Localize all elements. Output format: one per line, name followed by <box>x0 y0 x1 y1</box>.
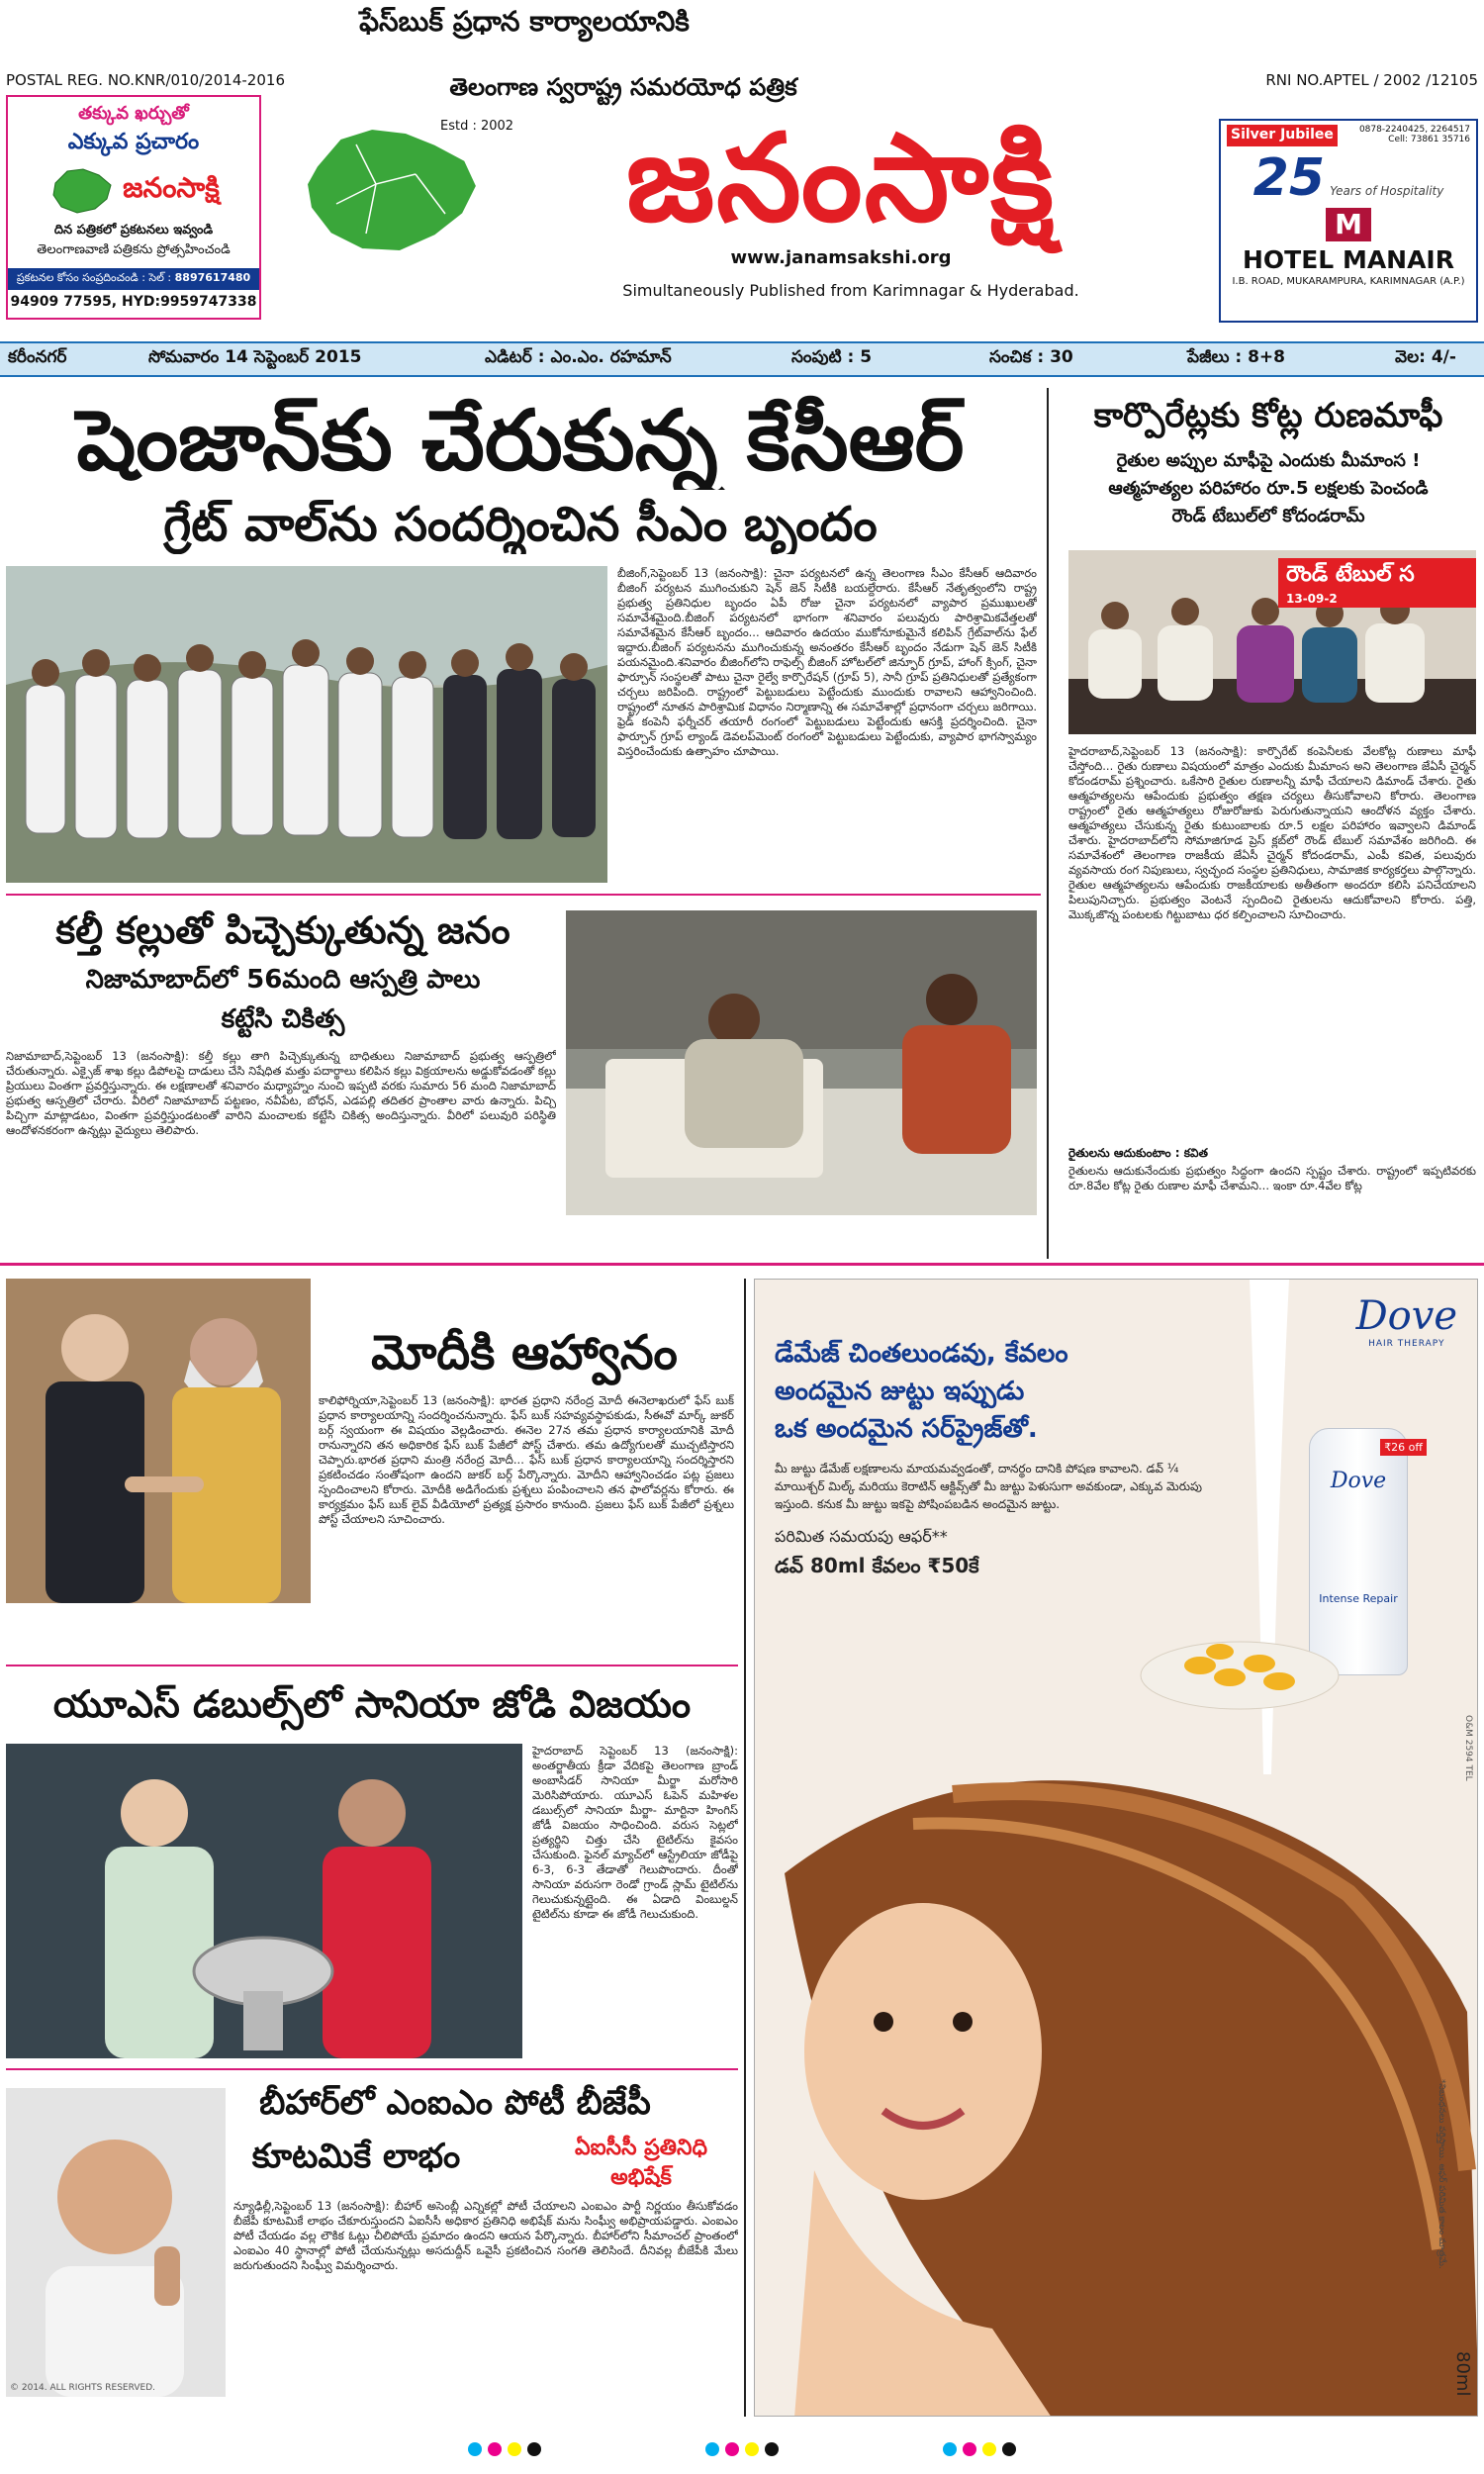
story1-photo <box>6 566 607 883</box>
published-from: Simultaneously Published from Karimnagar & Hyderabad. <box>622 281 1079 300</box>
hair-model-illustration <box>755 1755 1478 2417</box>
story5-top-rule <box>6 1665 738 1666</box>
hotel-phone2: Cell: 73861 35716 <box>1388 135 1470 144</box>
story2-sub2: ఆత్మహత్యల పరిహారం రూ.5 లక్షలకు పెంచండి <box>1108 478 1429 499</box>
dateline-volume: సంపుటి : 5 <box>791 347 873 367</box>
hotel-address: I.B. ROAD, MUKARAMPURA, KARIMNAGAR (A.P.) <box>1232 276 1465 287</box>
tagline: తెలంగాణ స్వరాష్ట్ర సమరయోధ పత్రిక <box>449 73 797 101</box>
newspaper-title: జనంసాక్షి <box>625 108 1057 248</box>
story1-headline: షెంజాన్‌కు చేరుకున్న కేసీఆర్ <box>76 392 965 489</box>
hotel-ad <box>1219 119 1478 323</box>
left-ad-line2: ఎక్కువ ప్రచారం <box>67 130 200 154</box>
dove-bottle-size: 80ml <box>1452 2350 1473 2396</box>
left-ad-contact-label: ప్రకటనల కోసం సంప్రదించండి : సెల్ : <box>16 271 172 284</box>
dateline-editor: ఎడిటర్ : ఎం.ఎం. రహమాన్ <box>485 347 672 367</box>
dove-brand: Dove <box>1355 1293 1457 1339</box>
story6-side1: ఏఐసీసీ ప్రతినిధి <box>574 2136 707 2160</box>
story6-body: న్యూఢిల్లీ,సెప్టెంబర్ 13 (జనంసాక్షి): బీహార్ అసెంబ్లీ ఎన్నికల్లో పోటీ చేయాలని ఎంఐఎం పార్టీ నిర్ణయం తీసుకోవడం బీజేపీ కూటమికే లాభం చేకూరుస్తుందని ఏఐసీసీ అధికార ప్రతినిధి అభిషేక్ మను సింఘ్వీ అభిప్రాయపడ్డారు. ఎంఐఎం పోటీ చేయడం వల్ల లౌకిక ఓట్లు చీలిపోయే ప్రమాదం ఉందని ఆయన పేర్కొన్నారు. బీహార్‌లోని సీమాంచల్ ప్రాంతంలో ఎంఐఎం 40 స్థానాల్లో పోటీ చేయనున్నట్లు అసదుద్దీన్ ఒవైసీ ప్రకటించిన సంగతి తెలిసిందే. దీనివల్ల బీజేపీకి మేలు జరుగుతుందని సింఘ్వీ విమర్శించారు. <box>233 2199 738 2272</box>
estd: Estd : 2002 <box>440 119 514 134</box>
hotel-phone1: 0878-2240425, 2264517 <box>1358 125 1470 135</box>
story3-subhead: నిజామాబాద్‌లో 56మంది ఆస్పత్రి పాలు <box>85 965 481 995</box>
story6-photo <box>6 2088 226 2397</box>
dateline-pages: పేజీలు : 8+8 <box>1187 347 1285 367</box>
dove-headline2: అందమైన జుట్టు ఇప్పుడు <box>775 1377 1025 1406</box>
story2-sub1: రైతుల అప్పుల మాఫీపై ఎందుకు మీమాంస ! <box>1116 450 1421 471</box>
color-bar <box>0 2434 1484 2464</box>
group-of-people-illustration <box>6 566 607 883</box>
story2-banner-date: 13-09-2 <box>1286 592 1338 606</box>
story6-side2: అభిషేక్ <box>610 2165 672 2190</box>
dateline-bar <box>0 341 1484 377</box>
left-ad-brand: జనంసాక్షి <box>123 171 220 204</box>
story2-body: హైదరాబాద్,సెప్టెంబర్ 13 (జనంసాక్షి): కార్పొరేట్ కంపెనీలకు వేలకోట్ల రుణాలు మాఫీ చేస్తోంది... రైతు రుణాలు విషయంలో మాత్రం ఎందుకు మీమాంస అని తెలంగాణ జేఏసీ చైర్మన్ కోదండరామ్ ప్రశ్నించారు. ఒకేసారి రైతుల రుణాలన్నీ మాఫీ చేయాలని డిమాండ్ చేశారు. రైతు ఆత్మహత్యలను ఆపేందుకు ప్రభుత్వం తక్షణ చర్యలు తీసుకోవాలని కోరారు. తెలంగాణ రాష్ట్రంలో రైతు ఆత్మహత్యలు రోజురోజుకు పెరుగుతున్నాయని ఆందోళన వ్యక్తం చేశారు. ఆత్మహత్యలు చేసుకున్న రైతు కుటుంబాలకు రూ.5 లక్షల పరిహారం ఇవ్వాలని డిమాండ్ చేశారు. హైదరాబాద్‌లోని సోమాజిగూడ ప్రెస్ క్లబ్‌లో రౌండ్ టేబుల్ సమావేశం జరిగింది. ఈ సమావేశంలో తెలంగాణ రాజకీయ జేఏసీ చైర్మన్ కోదండరామ్, ఎంపీ కవిత, పలువురు వ్యవసాయ రంగ నిపుణులు, స్వచ్ఛంద సంస్థల ప్రతినిధులు, సామాజిక కార్యకర్తలు పాల్గొన్నారు. రైతుల ఆత్మహత్యలను ఆపేందుకు రాజకీయాలకు అతీతంగా అందరూ కలిసి పనిచేయాలని పిలుపునిచ్చారు. ప్రభుత్వం వెంటనే స్పందించి రైతులను ఆదుకోవాలని కోరారు. పత్తి, మొక్కజొన్న పంటలకు గిట్టుబాటు ధర కల్పించాలని సూచించారు. <box>1068 744 1476 921</box>
dove-offer: డవ్ 80ml కేవలం ₹50కే <box>775 1554 979 1577</box>
story2-sub3: రౌండ్ టేబుల్‌లో కోదండరామ్ <box>1171 506 1365 526</box>
capsule-spoon-icon <box>1131 1616 1348 1715</box>
spokesperson-illustration <box>6 2088 226 2397</box>
story4-body: కాలిఫోర్నియా,సెప్టెంబర్ 13 (జనంసాక్షి): భారత ప్రధాని నరేంద్ర మోదీ ఈనెలాఖరులో ఫేస్ బుక్ ప్రధాన కార్యాలయాన్ని సందర్శించనున్నారు. ఫేస్ బుక్ సహవ్యవస్థాపకుడు, సీఈవో మార్క్ జుకర్ బర్గ్ స్వయంగా ఈ విషయం వెల్లడించారు. ఈనెల 27న తమ ప్రధాన కార్యాలయానికి మోదీ రానున్నారని తన అధికారిక ఫేస్ బుక్ పేజీలో పోస్ట్ చేశారు. తమ ఉద్యోగులతో ముచ్చటిస్తారని చెప్పారు.భారత ప్రధాని మంత్రి నరేంద్ర మోదీ... ఫేస్ బుక్ ప్రధాన కార్యాలయాన్ని సందర్శిస్తారని ప్రకటించడం సంతోషంగా ఉందని జుకర్ బర్గ్ పేర్కొన్నారు. మోదీని ఆహ్వానించడం పట్ల ప్రజలు స్పందించాలని కోరారు. మోదీకి అడిగేందుకు ప్రశ్నలు పంపించాలని తన ఫాలోవర్లను కోరారు. ఈ కార్యక్రమం ఫేస్ బుక్ లైవ్ వీడియోలో ప్రత్యక్ష ప్రసారం కానుంది. ప్రజలు ఫేస్ బుక్ పేజీలో ప్రశ్నలు పోస్ట్ చేయాలని సూచించారు. <box>319 1393 734 1526</box>
hotel-logo-icon: M <box>1326 208 1371 241</box>
story3-headline: కల్తీ కల్లుతో పిచ్చెక్కుతున్న జనం <box>55 908 510 952</box>
handshake-illustration <box>6 1279 311 1603</box>
story3-photo <box>566 910 1037 1215</box>
dove-fine-print: *నిబంధనలు వర్తిస్తాయి. ఆఫర్ పరిమిత కాలం మాత్రమే. <box>1437 2079 1446 2269</box>
story2-sub-label: రైతులను ఆదుకుంటాం : కవిత <box>1068 1146 1208 1160</box>
left-ad-phone1: 8897617480 <box>174 271 251 284</box>
story2-body2: రైతులను ఆదుకునేందుకు ప్రభుత్వం సిద్ధంగా ఉందని స్పష్టం చేశారు. రాష్ట్రంలో ఇప్పటివరకు రూ.8వేల కోట్ల రైతు రుణాల మాఫీ చేశామని... ఇంకా రూ.4వేల కోట్ల <box>1068 1164 1476 1192</box>
story3-body: నిజామాబాద్,సెప్టెంబర్ 13 (జనంసాక్షి): కల్తీ కల్లు తాగి పిచ్చెక్కుతున్న బాధితులు నిజామాబాద్ ప్రభుత్వ ఆస్పత్రిలో చేరుతున్నారు. ఎక్సైజ్ శాఖ కల్లు డిపోలపై దాడులు చేసి నిషేధిత మత్తు పదార్థాలు కలిపిన కల్లు విక్రయాలను అడ్డుకోవడంతో కల్లు ప్రియులు వింతగా ప్రవర్తిస్తున్నారు. ఈ లక్షణాలతో శనివారం మధ్యాహ్నం నుంచి ఇప్పటి వరకు సుమారు 56 మంది నిజామాబాద్ ప్రభుత్వ ఆస్పత్రిలో చేరారు. వీరిలో నిజామాబాద్ పట్టణం, నవీపేట, బోధన్, ఎడపల్లి తదితర ప్రాంతాల వారు ఉన్నారు. పిచ్చి పిచ్చిగా మాట్లాడటం, వింతగా ప్రవర్తిస్తుండటంతో వారిని మంచాలకు కట్టేసి చికిత్స అందిస్తున్నారు. వీరిలో పలువురి పరిస్థితి ఆందోళనకరంగా ఉన్నట్లు వైద్యులు తెలిపారు. <box>6 1049 556 1137</box>
story6-top-rule <box>6 2068 738 2070</box>
postal-reg: POSTAL REG. NO.KNR/010/2014-2016 <box>6 71 285 89</box>
hotel-years: 25 <box>1252 148 1326 208</box>
dove-brand-sub: HAIR THERAPY <box>1368 1339 1445 1349</box>
left-ad-phone2: 94909 77595, HYD:9959747338 <box>10 294 257 310</box>
telangana-map-logo <box>297 115 485 263</box>
hotel-silver: Silver Jubilee <box>1227 125 1338 146</box>
left-ad <box>6 95 261 320</box>
telangana-map-icon <box>47 165 117 217</box>
story2-banner <box>1278 558 1476 608</box>
rni-number: RNI NO.APTEL / 2002 /12105 <box>1265 71 1478 89</box>
dove-bottle-name: Intense Repair <box>1319 1592 1398 1605</box>
story2-headline: కార్పొరేట్లకు కోట్ల రుణమాఫీ <box>1093 396 1443 435</box>
left-ad-line1: తక్కువ ఖర్చుతో <box>78 103 189 124</box>
dateline-date: సోమవారం 14 సెప్టెంబర్ 2015 <box>148 347 362 367</box>
story5-body: హైదరాబాద్ సెప్టెంబర్ 13 (జనంసాక్షి): అంతర్జాతీయ క్రీడా వేదికపై తెలంగాణ బ్రాండ్ అంబాసిడర్ సానియా మీర్జా మరోసారి మెరిసిపోయారు. యూఎస్ ఓపెన్ మహిళల డబుల్స్‌లో సానియా మీర్జా- మార్టినా హింగిస్ జోడీ విజయం సాధించింది. వరుస సెట్లలో ప్రత్యర్థిని చిత్తు చేసి టైటిల్‌ను కైవసం చేసుకుంది. ఫైనల్ మ్యాచ్‌లో ఆస్ట్రేలియా జోడీపై 6-3, 6-3 తేడాతో గెలుపొందారు. దీంతో సానియా వరుసగా రెండో గ్రాండ్ స్లామ్ టైటిల్‌ను గెలుచుకున్నట్లైంది. ఈ ఏడాది వింబుల్డన్ టైటిల్‌ను కూడా ఈ జోడీ గెలుచుకుంది. <box>532 1744 738 1921</box>
tennis-trophy-illustration <box>6 1744 522 2058</box>
dateline-city: కరీంనగర్ <box>8 347 67 367</box>
mid-page-rule <box>0 1263 1484 1266</box>
website: www.janamsakshi.org <box>730 247 952 268</box>
story2-banner-text: రౌండ్ టేబుల్ స <box>1286 562 1415 587</box>
story1-body: బీజింగ్,సెప్టెంబర్ 13 (జనంసాక్షి): చైనా పర్యటనలో ఉన్న తెలంగాణ సీఎం కేసీఆర్ ఆదివారం బీజింగ్ పర్యటన ముగించుకుని షెన్ జెన్ సిటీకి బయల్దేరారు. కేసీఆర్ నేతృత్వంలోని రాష్ట్ర ప్రభుత్వ ప్రతినిధుల బృందం ఏపీ రోజు చైనా పర్యటనలో వ్యాపార ప్రముఖులతో సమావేశమైంది.బీజింగ్ పర్యటనలో భాగంగా శనివారం పలువురు పారిశ్రామికవేత్తలతో సమావేశమైన కేసీఆర్ బృందం... ఆదివారం ఉదయం ముకోనూకుమైనే కలిపిన్ గ్రేట్‌వాల్‌ను ఫేల్ ఇద్దారు.బీజింగ్ పర్యటనను ముగించుకున్న అనంతరం కేసీఆర్ బృందం నేడుగా షెన్ జెన్ సిటీకి పయనమైంది.శనివారం బీజింగ్‌లోని రాఫెల్స్ బీజింగ్ హోటల్‌లో జిన్ఫూర్ గ్రూప్, హాంగ్ క్సింగ్, చైనా ఫార్చూన్ సంస్థలతో పాటు చైనా రైల్వే కార్పొరేషన్ (గ్రూప్ 5), సానీ గ్రూప్ ప్రతినిధులతో ప్రత్యేకంగా చర్చలు జరిపింది. రాష్ట్రంలో పెట్టుబడులు పెట్టేందుకు ముందుకు రావాలని ఆహ్వానించింది. రాష్ట్రంలో నూతన పారిశ్రామిక విధానం నిర్మాణాన్ని ఈ సమావేశాల్లో ప్రధానంగా చర్చలు జరిగాయి. ఫ్రెడ్ కంపెనీ ఫర్నీచర్ తయారీ రంగంలో పెట్టుబడులు పెట్టేందుకు ఆసక్తి ప్రదర్శించింది. చైనా ఫార్చూన్ గ్రూప్ ల్యాండ్ డెవలప్‌మెంట్ రంగంలో పెట్టుబడులు పెట్టేందుకు, వ్యాపార భాగస్వామ్యం విస్తరించేందుకు ఉత్సాహం చూపాయి. <box>617 566 1037 758</box>
dove-price-tag: ₹26 off <box>1380 1439 1427 1456</box>
dateline-issue: సంచిక : 30 <box>989 347 1073 367</box>
story4-photo <box>6 1279 311 1603</box>
column-rule <box>1047 388 1049 1259</box>
hotel-years-text: Years of Hospitality <box>1330 184 1444 198</box>
dove-body: మీ జుట్టు డేమేజ్ లక్షణాలను మాయమవ్వడంతో, దానర్థం దానికి పోషణ కావాలని. డవ్ ¼ మాయిశ్చర్ మిల్క్ మరియు కెరాటిన్ ఆక్టివ్స్‌తో మీ జుట్టు పెళుసుగా అవకుండా, ఎక్కువ మెరుపు ఇస్తుంది. కనుక మీ జుట్టు ఇకపై పోషింపబడిన అందమైన జుట్టు. <box>775 1462 1202 1511</box>
left-ad-line4: తెలంగాణవాణి పత్రికను ప్రోత్సహించండి <box>37 242 231 257</box>
story3-top-rule <box>6 894 1041 896</box>
hospital-patients-illustration <box>566 910 1037 1215</box>
story6-copyright: © 2014. ALL RIGHTS RESERVED. <box>10 2383 155 2393</box>
story5-photo <box>6 1744 522 2058</box>
lower-column-rule <box>744 1279 746 2417</box>
story4-headline: మోదీకి ఆహ్వానం <box>371 1325 678 1380</box>
story3-sub2: కట్టేసి చికిత్స <box>221 1004 345 1034</box>
left-ad-line3: దిన పత్రికలో ప్రకటనలు ఇవ్వండి <box>53 223 214 238</box>
dove-ogilvy: O&M 2594 TEL <box>1463 1715 1473 1781</box>
hotel-name: HOTEL MANAIR <box>1243 245 1454 274</box>
dateline-price: వెల: 4/- <box>1395 347 1456 367</box>
dove-headline3: ఒక అందమైన సర్‌ప్రైజ్‌తో. <box>775 1414 1038 1444</box>
story6-headline1: బీహార్‌లో ఎంఐఎం పోటీ బీజేపీ <box>259 2083 651 2123</box>
story2-photo <box>1068 550 1476 734</box>
story6-headline2: కూటమికే లాభం <box>251 2137 461 2176</box>
dove-headline1: డేమేజ్ చింతలుండవు, కేవలం <box>775 1339 1068 1369</box>
dove-offer-label: పరిమిత సమయపు ఆఫర్** <box>775 1527 948 1546</box>
story1-subhead: గ్రేట్ వాల్‌ను సందర్శించిన సీఎం బృందం <box>163 497 878 552</box>
dove-logo <box>1356 1293 1457 1349</box>
dove-ad <box>754 1279 1478 2417</box>
dove-bottle-brand: Dove <box>1330 1469 1387 1493</box>
story4-pre: ఫేస్‌బుక్ ప్రధాన కార్యాలయానికి <box>359 5 690 38</box>
story5-headline: యూఎస్ డబుల్స్‌లో సానియా జోడి విజయం <box>52 1682 692 1726</box>
